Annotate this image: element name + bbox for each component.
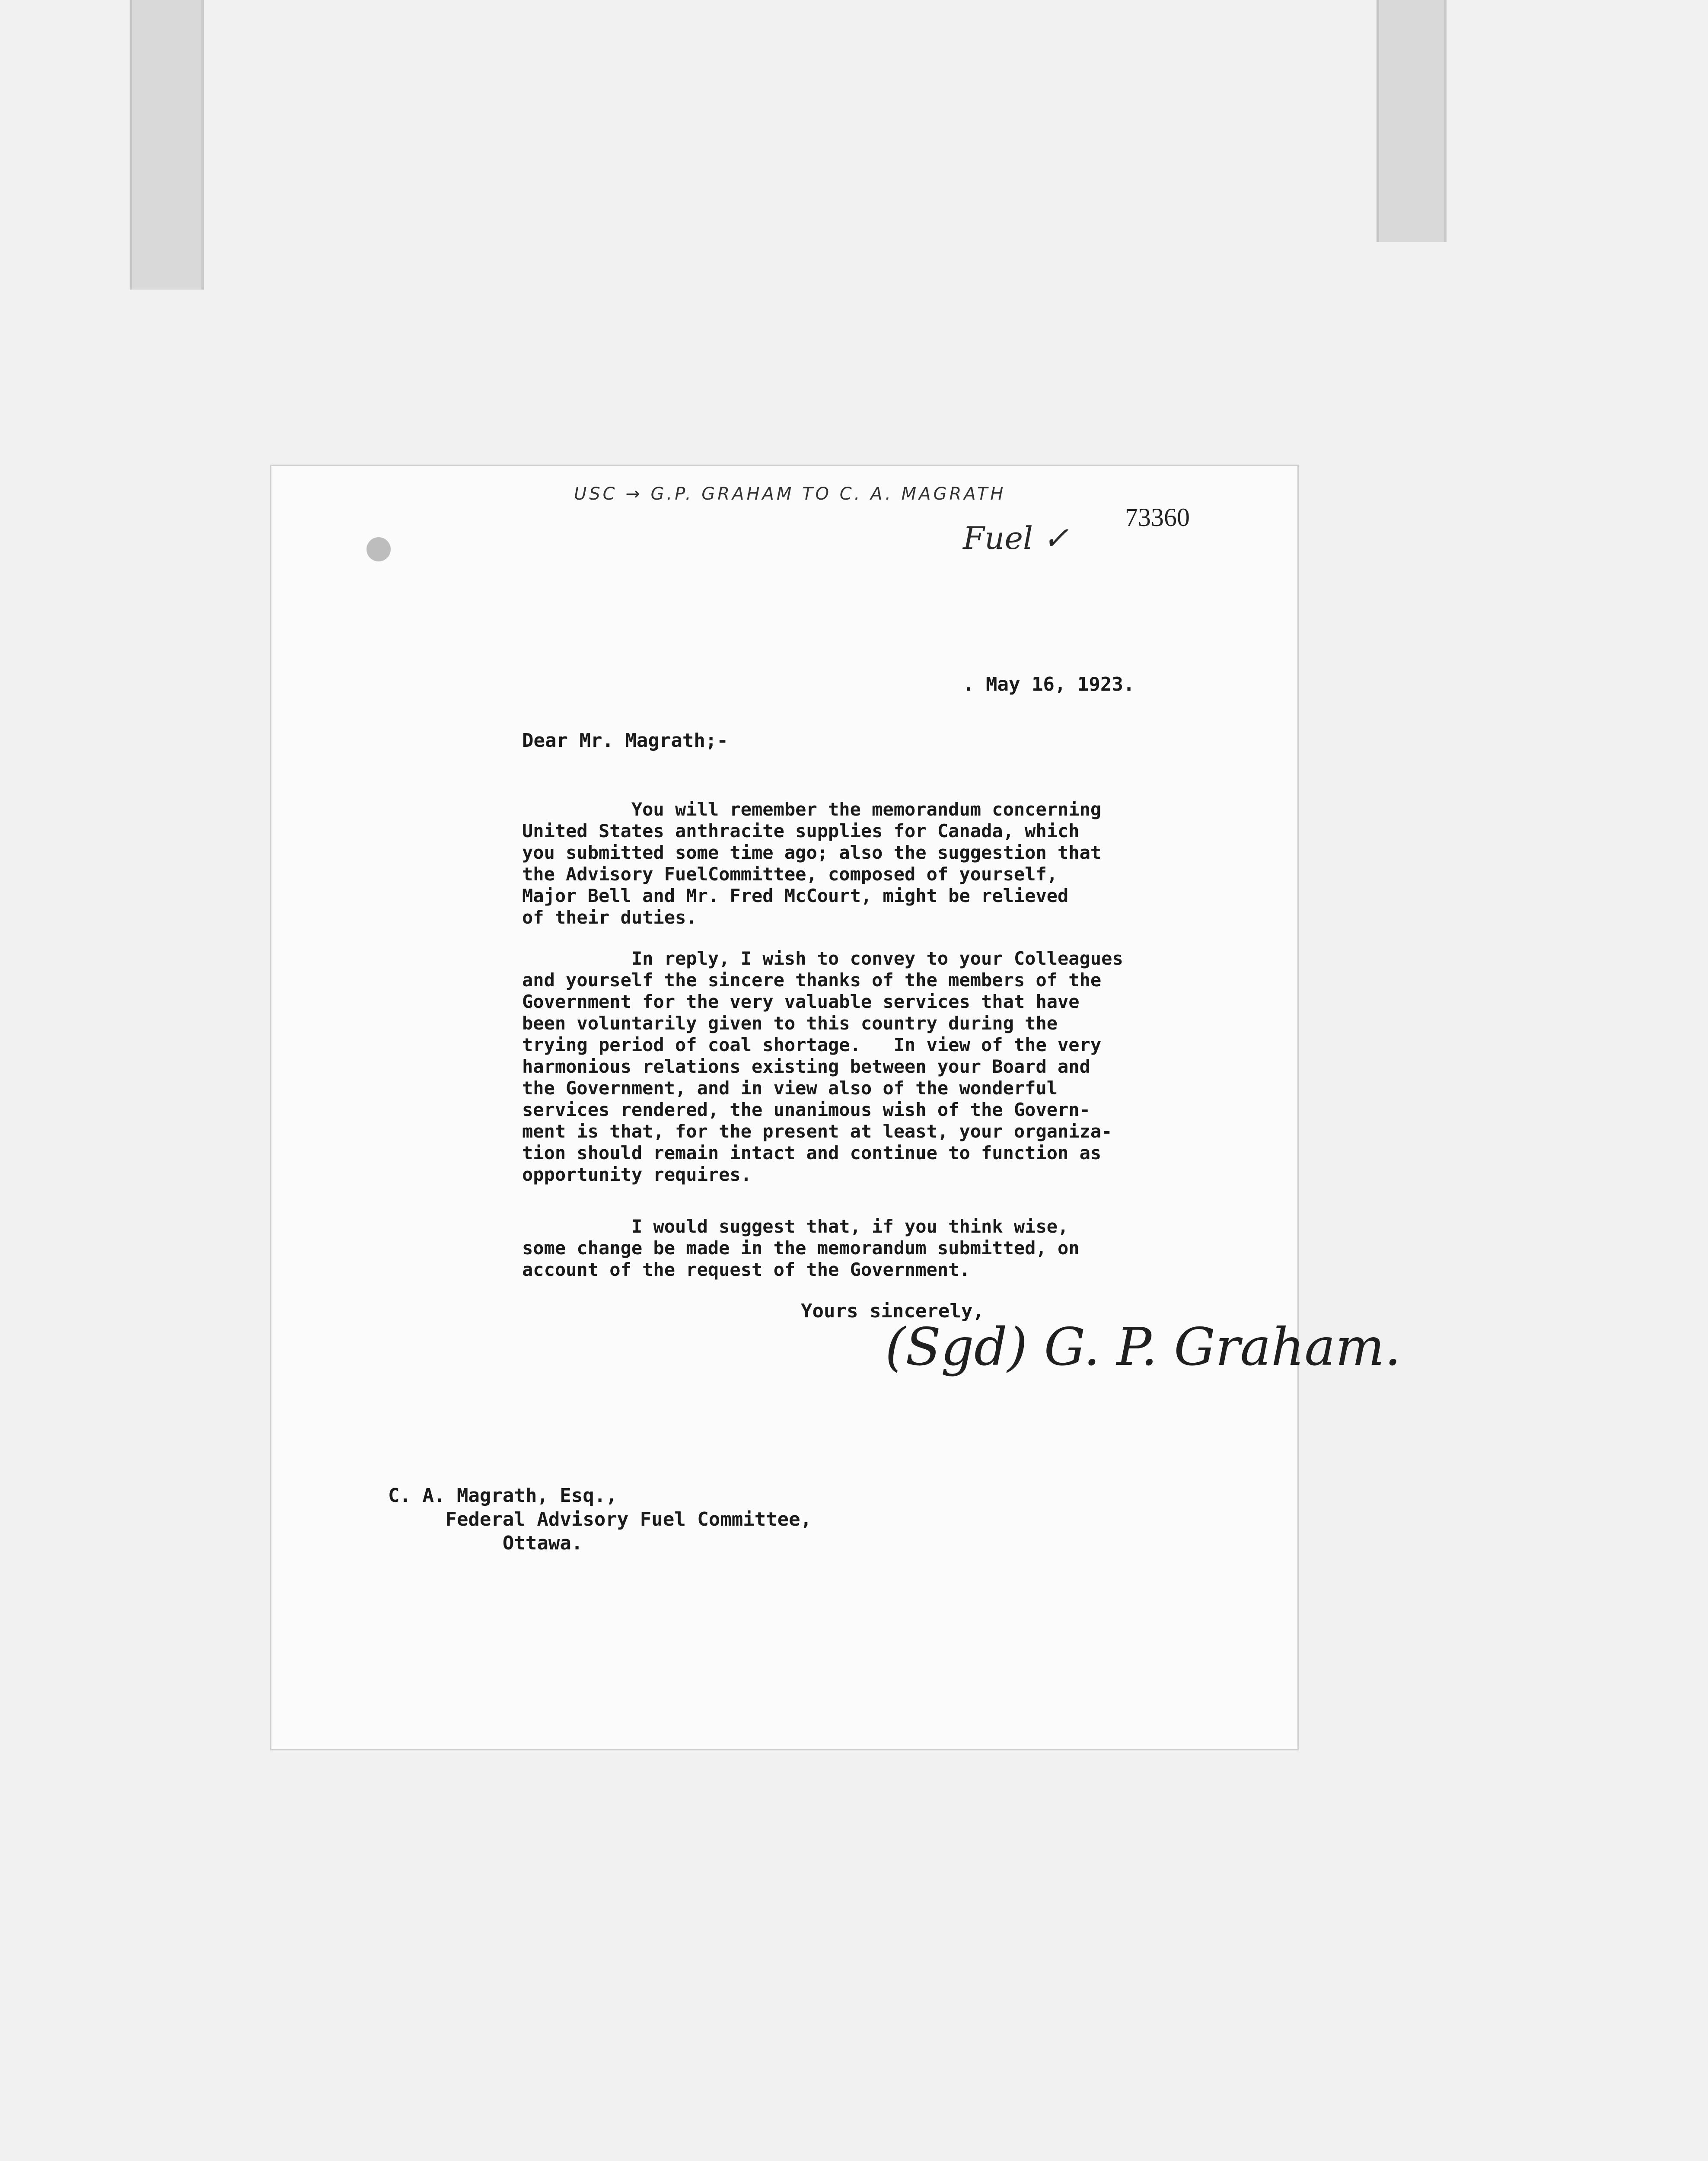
paragraph-1: You will remember the memorandum concerning United States anthracite supplies for Canada, which you submitted some time ago; also the suggestion that the Advisory FuelCommittee, composed of yourself, Major Bell and Mr. Fred McCourt, might be relieved of their duties.: [522, 799, 1102, 928]
address-line-2: Federal Advisory Fuel Committee,: [388, 1508, 812, 1530]
address-line-1: C. A. Magrath, Esq.,: [388, 1485, 617, 1507]
signature: (Sgd) G. P. Graham.: [885, 1317, 1401, 1377]
punch-hole: [366, 537, 391, 561]
paragraph-3: I would suggest that, if you think wise, some change be made in the memorandum submitted, on account of the request of the Government.: [522, 1216, 1080, 1280]
letter-date: . May 16, 1923.: [963, 673, 1135, 695]
letter-page: [270, 465, 1401, 1750]
handwritten-note: Fuel ✓: [963, 520, 1069, 556]
address-line-3: Ottawa.: [388, 1532, 583, 1554]
document-number: 73360: [1125, 503, 1190, 532]
closing: Yours sincerely,: [801, 1300, 984, 1322]
mounting-tape-top-left: [130, 0, 204, 290]
recipient-address: [388, 1484, 812, 1555]
salutation: Dear Mr. Magrath;-: [522, 730, 728, 752]
mounting-tape-top-right: [1377, 0, 1447, 242]
handwritten-header: USC → G.P. GRAHAM TO C. A. MAGRATH: [574, 484, 1006, 504]
paragraph-2: In reply, I wish to convey to your Colleagues and yourself the sincere thanks of the members of the Government for the very valuable services that have been voluntarily given to this country during the trying period of coal shortage. In view of the very harmonious relations existing between your Board and the Government, and in view also of the wonderful services rendered, the unanimous wish of the Govern- ment is that, for the present at least, your organiza- tion should remain intact and continue to function as opportunity requires.: [522, 948, 1123, 1185]
